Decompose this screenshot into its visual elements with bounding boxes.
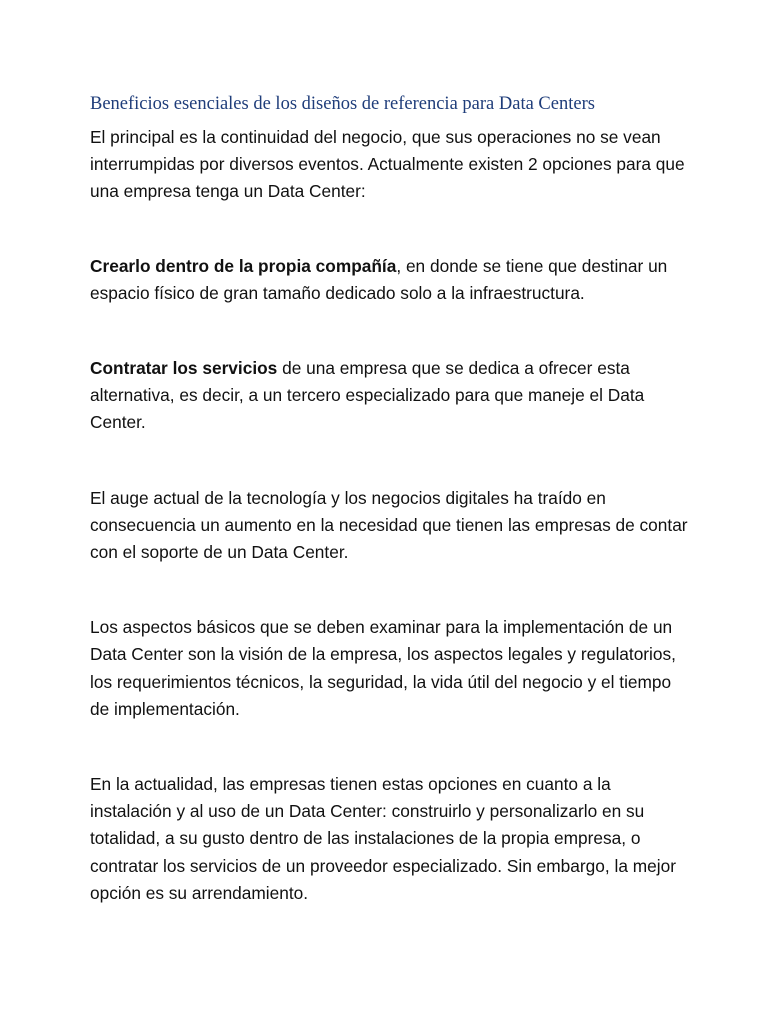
paragraph-option-own-text: , en donde se tiene que destinar un espacio físico de gran tamaño dedicado solo a la infraestructura.: [90, 255, 668, 303]
paragraph-option-hire-bold: Contratar los servicios: [90, 358, 278, 379]
paragraph-option-own: [90, 253, 690, 307]
paragraph-intro: El principal es la continuidad del negocio, que sus operaciones no se vean interrumpidas por diversos eventos. Actualmente existen 2 opciones para que una empresa tenga un Data Center:: [90, 127, 685, 202]
paragraph-option-own-bold: Crearlo dentro de la propia compañía: [90, 255, 397, 276]
paragraph-option-hire-text: de una empresa que se dedica a ofrecer esta alternativa, es decir, a un tercero especializado para que maneje el Data Center.: [90, 358, 645, 433]
paragraph-option-hire: [90, 355, 690, 437]
document-content: [90, 90, 690, 907]
document-heading: Beneficios esenciales de los diseños de referencia para Data Centers: [90, 94, 595, 114]
paragraph-technology: El auge actual de la tecnología y los negocios digitales ha traído en consecuencia un aumento en la necesidad que tienen las empresas de contar con el soporte de un Data Center.: [90, 487, 688, 563]
paragraph-aspects: Los aspectos básicos que se deben examinar para la implementación de un Data Center son la visión de la empresa, los aspectos legales y regulatorios, los requerimientos técnicos, la seguridad, la vida útil del negocio y el tiempo de implementación.: [90, 617, 676, 719]
paragraph-conclusion: En la actualidad, las empresas tienen estas opciones en cuanto a la instalación y al uso de un Data Center: construirlo y personalizarlo en su totalidad, a su gusto dentro de las instalaciones de la propia empresa, o contratar los servicios de un proveedor especializado. Sin embargo, la mejor opción es su arrendamiento.: [90, 774, 676, 903]
